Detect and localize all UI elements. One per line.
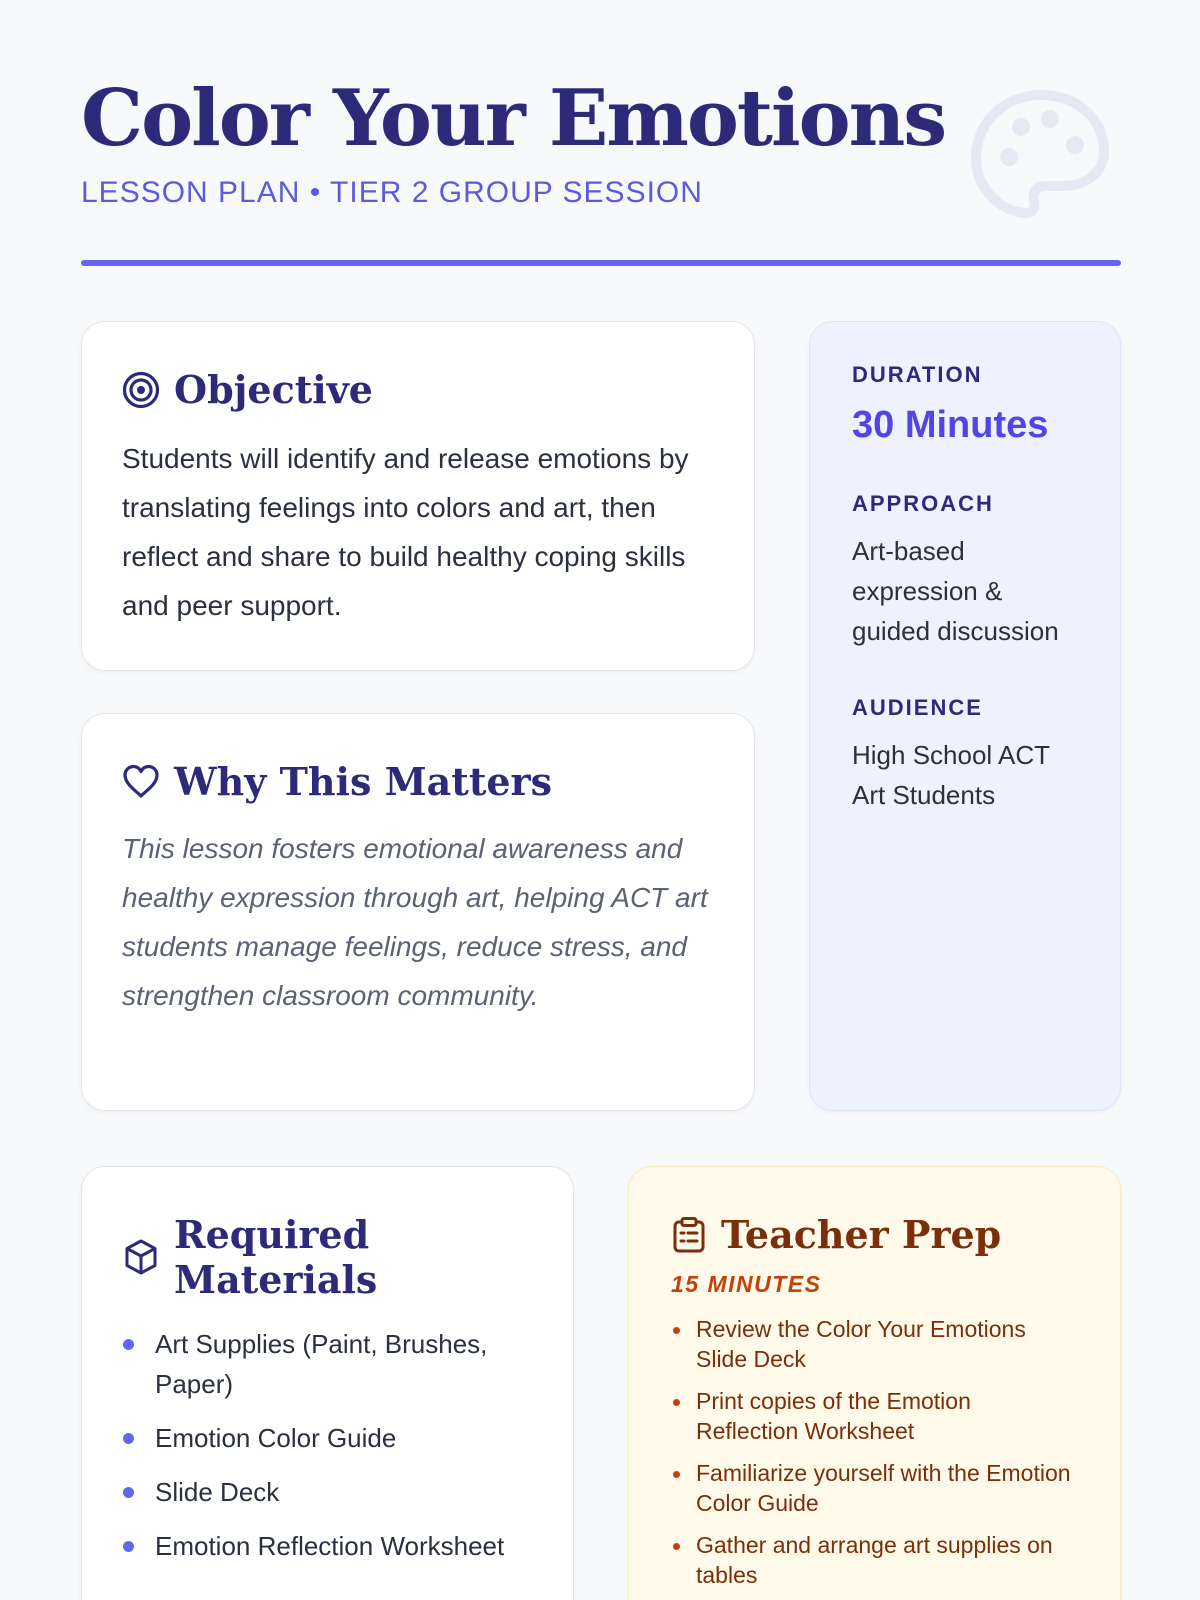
materials-list	[122, 1324, 533, 1566]
duration-label: DURATION	[852, 362, 983, 387]
list-item: Review the Color Your Emotions Slide Deck	[671, 1314, 1078, 1374]
objective-heading	[122, 367, 714, 412]
materials-heading	[122, 1212, 533, 1302]
header-divider	[81, 260, 1121, 266]
clipboard-icon	[671, 1216, 707, 1254]
prep-title: Teacher Prep	[721, 1212, 1002, 1257]
cube-icon	[122, 1238, 160, 1276]
lesson-info-panel	[809, 321, 1121, 1111]
objective-text: Students will identify and release emotions by translating feelings into colors and art, then reflect and share to build healthy coping skills and peer support.	[122, 443, 689, 621]
list-item: Emotion Color Guide	[122, 1418, 533, 1458]
materials-card	[81, 1166, 574, 1600]
why-card	[81, 713, 755, 1111]
why-title: Why This Matters	[174, 759, 552, 804]
duration-value: 30 Minutes	[852, 404, 1049, 446]
list-item: Art Supplies (Paint, Brushes, Paper)	[122, 1324, 533, 1404]
why-text: This lesson fosters emotional awareness and healthy expression through art, helping ACT art students manage feelings, reduce stress, and strengthen classroom community.	[122, 833, 708, 1011]
teacher-prep-card	[628, 1166, 1121, 1600]
audience-value: High School ACT Art Students	[852, 740, 1050, 810]
list-item: Emotion Reflection Worksheet	[122, 1526, 533, 1566]
approach-label: APPROACH	[852, 491, 994, 516]
prep-heading	[671, 1212, 1078, 1257]
list-item: Familiarize yourself with the Emotion Color Guide	[671, 1458, 1078, 1518]
materials-title: Required Materials	[174, 1212, 378, 1302]
page-subtitle: LESSON PLAN • TIER 2 GROUP SESSION	[81, 175, 703, 209]
audience-block	[852, 695, 1078, 815]
approach-block	[852, 491, 1078, 651]
prep-time: 15 MINUTES	[671, 1271, 822, 1297]
prep-list	[671, 1314, 1078, 1590]
list-item: Gather and arrange art supplies on tables	[671, 1530, 1078, 1590]
list-item: Slide Deck	[122, 1472, 533, 1512]
list-item: Print copies of the Emotion Reflection Worksheet	[671, 1386, 1078, 1446]
audience-label: AUDIENCE	[852, 695, 983, 720]
target-icon	[122, 371, 160, 409]
approach-value: Art-based expression & guided discussion	[852, 536, 1059, 646]
duration-block	[852, 362, 1078, 447]
page-title: Color Your Emotions	[81, 73, 946, 164]
objective-title: Objective	[174, 367, 373, 412]
palette-icon	[966, 85, 1116, 235]
why-heading	[122, 759, 714, 804]
heart-icon	[122, 764, 160, 800]
objective-card	[81, 321, 755, 671]
page-header	[81, 73, 1121, 210]
